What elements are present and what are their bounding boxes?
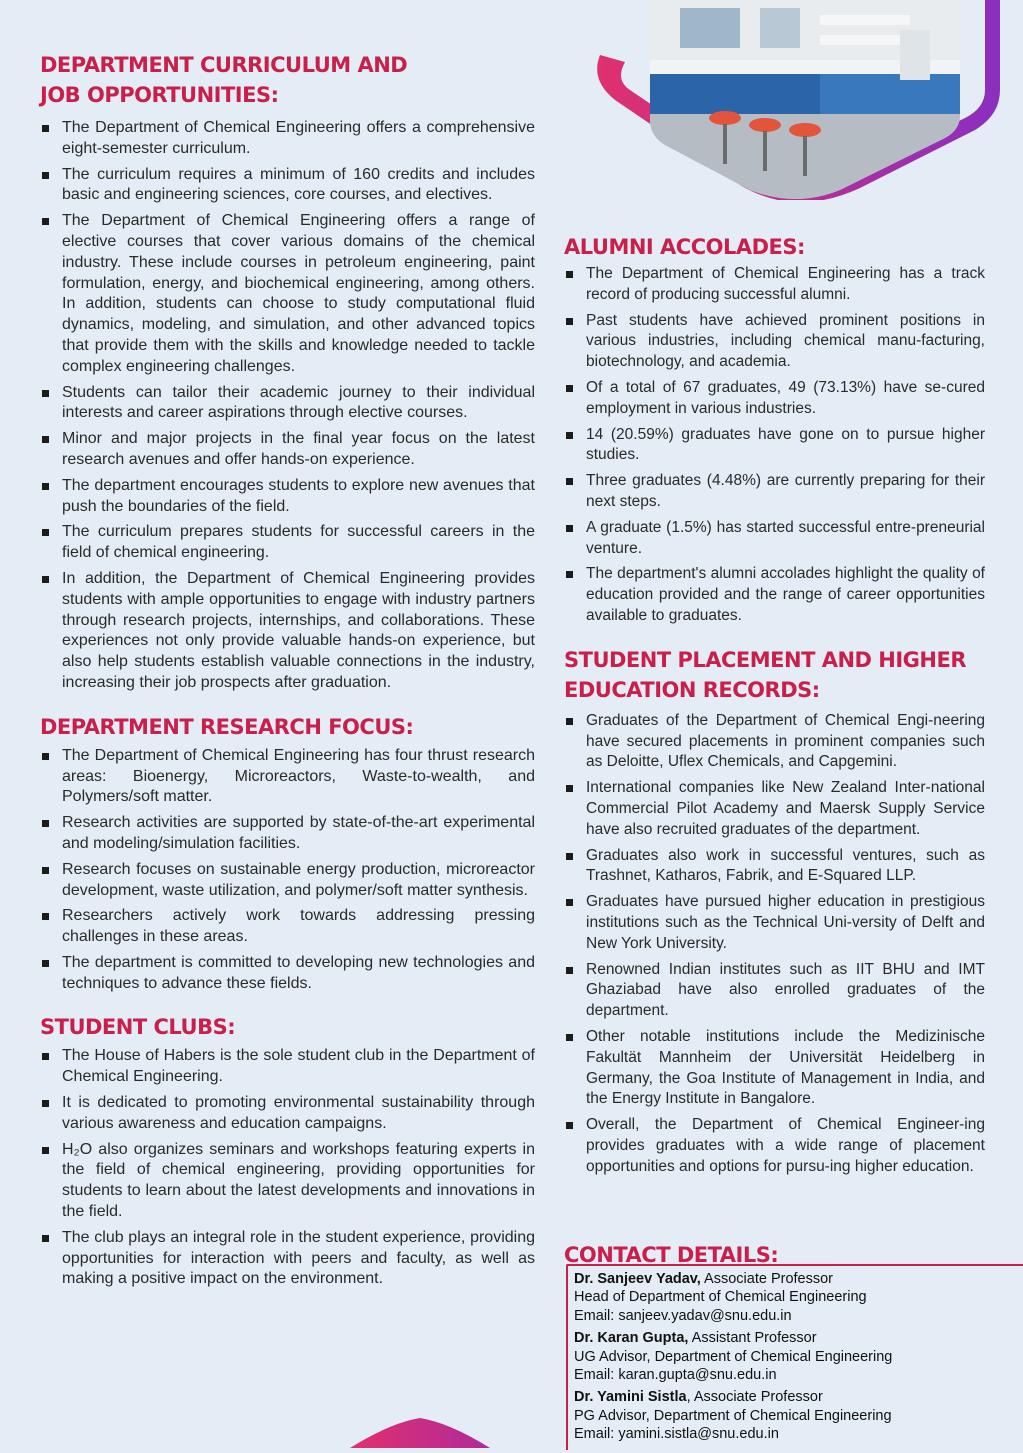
contact-entry	[574, 1270, 1023, 1325]
list-item: The Department of Chemical Engineering has a track record of producing successful alumni.	[564, 264, 985, 306]
list-item: Renowned Indian institutes such as IIT BHU and IMT Ghaziabad have also enrolled graduates of the department.	[564, 960, 985, 1022]
contact-entry	[574, 1329, 1023, 1384]
list-item: The House of Habers is the sole student club in the Department of Chemical Engineering.	[40, 1046, 535, 1088]
contact-entry	[574, 1388, 1023, 1443]
list-item: Graduates have pursued higher education in prestigious institutions such as the Technical Uni-versity of Delft and New York University.	[564, 892, 985, 954]
curriculum-heading: DEPARTMENT CURRICULUM AND JOB OPPORTUNITIES:	[40, 53, 408, 107]
alumni-list	[564, 264, 985, 627]
list-item: Overall, the Department of Chemical Engineer-ing provides graduates with a wide range of placement opportunities and options for pursu-ing higher education.	[564, 1115, 985, 1177]
list-item: A graduate (1.5%) has started successful entre-preneurial venture.	[564, 518, 985, 560]
list-item: It is dedicated to promoting environmental sustainability through various awareness and education campaigns.	[40, 1093, 535, 1135]
list-item: The department encourages students to explore new avenues that push the boundaries of the field.	[40, 476, 535, 518]
list-item: Graduates of the Department of Chemical Engi-neering have secured placements in prominent companies such as Deloitte, Uflex Chemicals, and Capgemini.	[564, 711, 985, 773]
contact-email[interactable]: Email: yamini.sistla@snu.edu.in	[574, 1426, 779, 1443]
list-item: Research activities are supported by state-of-the-art experimental and modeling/simulation facilities.	[40, 813, 535, 855]
list-item: Students can tailor their academic journey to their individual interests and career aspirations through elective courses.	[40, 383, 535, 425]
list-item: Research focuses on sustainable energy production, microreactor development, waste utilization, and polymer/soft matter synthesis.	[40, 860, 535, 902]
contact-heading: CONTACT DETAILS:	[564, 1243, 779, 1267]
contact-email[interactable]: Email: karan.gupta@snu.edu.in	[574, 1367, 777, 1384]
contact-email[interactable]: Email: sanjeev.yadav@snu.edu.in	[574, 1307, 792, 1324]
right-column	[564, 232, 985, 1267]
list-item: The club plays an integral role in the student experience, providing opportunities for interaction with peers and faculty, as well as making a positive impact on the environment.	[40, 1228, 535, 1290]
contact-name: Dr. Yamini Sistla	[574, 1389, 687, 1406]
placement-list	[564, 711, 985, 1178]
contact-name: Dr. Sanjeev Yadav,	[574, 1271, 701, 1287]
list-item: Graduates also work in successful ventures, such as Trashnet, Katharos, Fabrik, and E-Squared LLP.	[564, 846, 985, 888]
list-item: Researchers actively work towards addressing pressing challenges in these areas.	[40, 906, 535, 948]
clubs-heading: STUDENT CLUBS:	[40, 1015, 236, 1040]
list-item: The department's alumni accolades highlight the quality of education provided and the range of career opportunities available to graduates.	[564, 564, 985, 626]
list-item: Other notable institutions include the Medizinische Fakultät Mannheim der Universität Heidelberg in Germany, the Goa Institute of Management in India, and the Energy Institute in Bangalore.	[564, 1027, 985, 1110]
contact-name: Dr. Karan Gupta,	[574, 1330, 689, 1347]
list-item: International companies like New Zealand Inter-national Commercial Pilot Academy and Maersk Supply Service have also recruited graduates of the department.	[564, 778, 985, 840]
list-item: Of a total of 67 graduates, 49 (73.13%) have se-cured employment in various industries.	[564, 378, 985, 420]
curriculum-list	[40, 118, 535, 694]
list-item: 14 (20.59%) graduates have gone on to pursue higher studies.	[564, 425, 985, 467]
contact-position: Head of Department of Chemical Engineering	[574, 1289, 867, 1306]
list-item: The Department of Chemical Engineering has four thrust research areas: Bioenergy, Microreactors, Waste-to-wealth, and Polymers/soft matter.	[40, 746, 535, 808]
contact-role: Assistant Professor	[688, 1330, 817, 1347]
contact-role: , Associate Professor	[686, 1389, 823, 1406]
list-item: H₂O also organizes seminars and workshops featuring experts in the field of chemical engineering, providing opportunities for students to learn about the latest developments and innovations in the field.	[40, 1140, 535, 1223]
contact-position: UG Advisor, Department of Chemical Engineering	[574, 1348, 893, 1365]
list-item: The curriculum requires a minimum of 160 credits and includes basic and engineering sciences, core courses, and electives.	[40, 165, 535, 207]
left-column	[40, 50, 535, 1295]
list-item: Three graduates (4.48%) are currently preparing for their next steps.	[564, 471, 985, 513]
research-heading: DEPARTMENT RESEARCH FOCUS:	[40, 714, 414, 739]
lab-photo	[590, 0, 1000, 200]
list-item: Minor and major projects in the final year focus on the latest research avenues and offer hands-on experience.	[40, 429, 535, 471]
research-list	[40, 746, 535, 995]
contact-role: Associate Professor	[700, 1271, 833, 1287]
contact-position: PG Advisor, Department of Chemical Engineering	[574, 1407, 892, 1424]
list-item: The curriculum prepares students for successful careers in the field of chemical engineering.	[40, 522, 535, 564]
contact-box	[566, 1264, 1023, 1450]
bottom-swoosh	[350, 1415, 490, 1453]
placement-heading: STUDENT PLACEMENT AND HIGHER EDUCATION RECORDS:	[564, 647, 967, 702]
list-item: Past students have achieved prominent positions in various industries, including chemical manu-facturing, biotechnology, and academia.	[564, 311, 985, 373]
list-item: The department is committed to developing new technologies and techniques to advance these fields.	[40, 953, 535, 995]
clubs-list	[40, 1046, 535, 1290]
alumni-heading: ALUMNI ACCOLADES:	[564, 235, 805, 259]
list-item: The Department of Chemical Engineering offers a comprehensive eight-semester curriculum.	[40, 118, 535, 160]
list-item: In addition, the Department of Chemical Engineering provides students with ample opportunities to engage with industry partners through research projects, internships, and collaborations. These experiences not only provide valuable hands-on experience, but also help students establish valuable connections in the industry, increasing their job prospects after graduation.	[40, 569, 535, 694]
list-item: The Department of Chemical Engineering offers a range of elective courses that cover various domains of the chemical industry. These include courses in petroleum engineering, paint formulation, energy, and biochemical engineering, among others. In addition, students can choose to study computational fluid dynamics, modeling, and simulation, and other advanced topics that provide them with the skills and knowledge needed to tackle complex engineering challenges.	[40, 211, 535, 377]
